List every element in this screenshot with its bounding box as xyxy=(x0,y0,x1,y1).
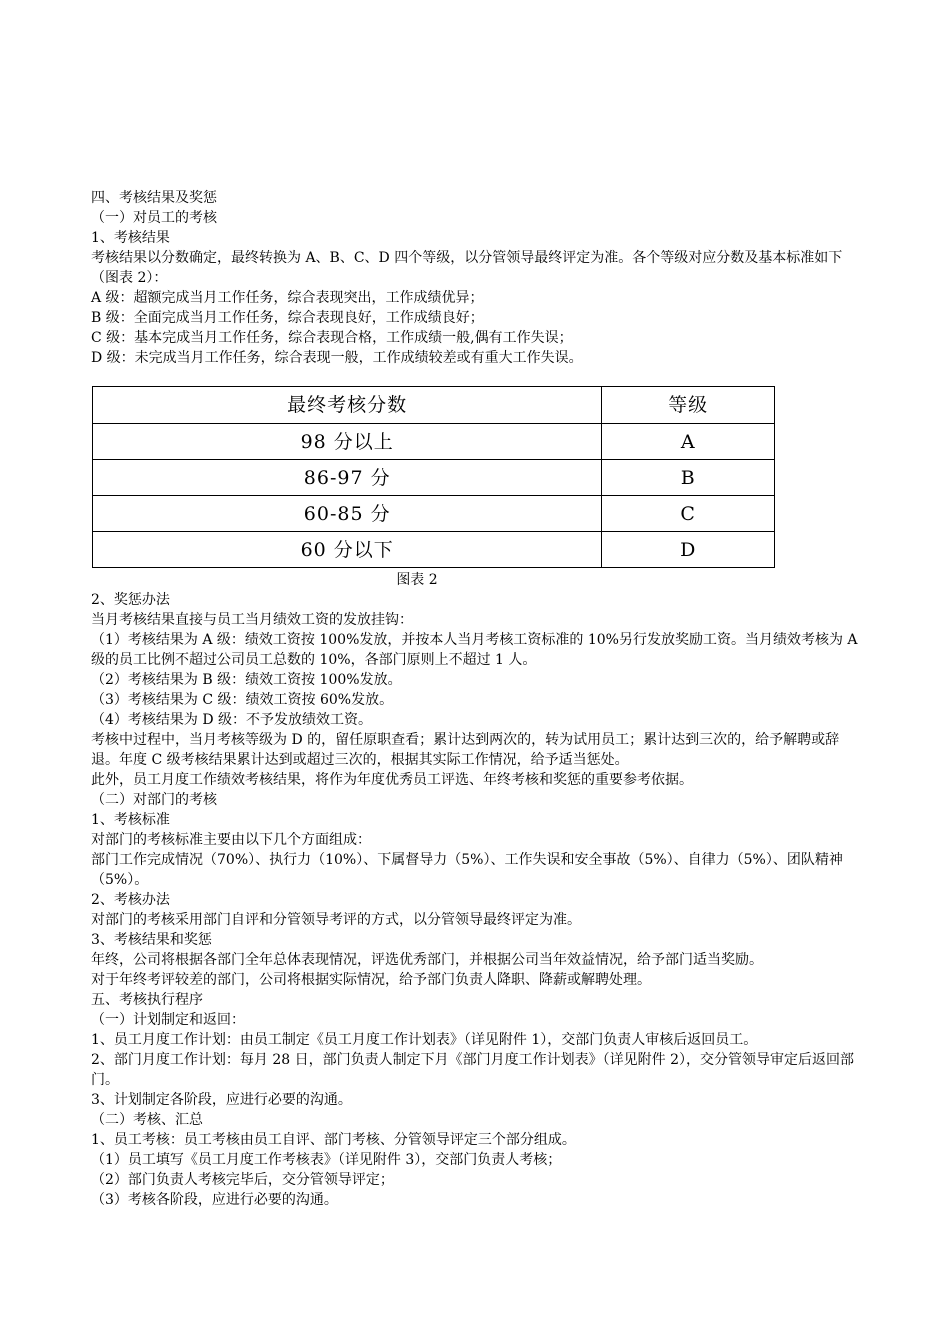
table-row xyxy=(93,532,775,568)
paragraph-line: （二）考核、汇总 xyxy=(91,1112,203,1128)
table-cell: 86-97 分 xyxy=(93,460,602,496)
grade-table xyxy=(92,386,775,568)
table-cell: C xyxy=(602,496,775,532)
paragraph-line: 2、部门月度工作计划：每月 28 日，部门负责人制定下月《部门月度工作计划表》（详见附件 2），交分管领导审定后返回部门。 xyxy=(91,1052,854,1088)
table-header-cell: 等级 xyxy=(602,387,775,424)
grade-definition: C 级：基本完成当月工作任务，综合表现合格，工作成绩一般,偶有工作失误； xyxy=(91,330,573,346)
grade-definition: A 级：超额完成当月工作任务，综合表现突出，工作成绩优异； xyxy=(91,290,484,306)
paragraph-line: 当月考核结果直接与员工当月绩效工资的发放挂钩： xyxy=(91,612,413,628)
paragraph-line: 3、考核结果和奖惩 xyxy=(91,932,212,948)
paragraph-line: 年终，公司将根据各部门全年总体表现情况，评选优秀部门，并根据公司当年效益情况，给予部门适当奖励。 xyxy=(91,952,763,968)
paragraph-line: （1）员工填写《员工月度工作考核表》（详见附件 3），交部门负责人考核； xyxy=(91,1152,562,1168)
table-cell: 98 分以上 xyxy=(93,424,602,460)
paragraph-line: （3）考核各阶段，应进行必要的沟通。 xyxy=(91,1192,338,1208)
table-caption: 图表 2 xyxy=(396,572,438,588)
paragraph-line: 五、考核执行程序 xyxy=(91,992,203,1008)
paragraph-line: 1、员工考核：员工考核由员工自评、部门考核、分管领导评定三个部分组成。 xyxy=(91,1132,576,1148)
table-row xyxy=(93,460,775,496)
paragraph-line: 部门工作完成情况（70%）、执行力（10%）、下属督导力（5%）、工作失误和安全事故（5%）、自律力（5%）、团队精神（5%）。 xyxy=(91,852,843,888)
paragraph-line: （2）部门负责人考核完毕后，交分管领导评定； xyxy=(91,1172,394,1188)
grade-definition: D 级：未完成当月工作任务，综合表现一般，工作成绩较差或有重大工作失误。 xyxy=(91,350,583,366)
table-cell: 60 分以下 xyxy=(93,532,602,568)
paragraph-line: （4）考核结果为 D 级：不予发放绩效工资。 xyxy=(91,712,373,728)
table-header-cell: 最终考核分数 xyxy=(93,387,602,424)
document-page xyxy=(91,188,861,1210)
item-heading: 2、奖惩办法 xyxy=(91,592,170,608)
table-row xyxy=(93,424,775,460)
table-cell: A xyxy=(602,424,775,460)
paragraph-line: （3）考核结果为 C 级：绩效工资按 60%发放。 xyxy=(91,692,394,708)
table-cell: D xyxy=(602,532,775,568)
table-header-row xyxy=(93,387,775,424)
table-row xyxy=(93,496,775,532)
paragraph-line: 对于年终考评较差的部门，公司将根据实际情况，给予部门负责人降职、降薪或解聘处理。 xyxy=(91,972,651,988)
paragraph-line: 1、员工月度工作计划：由员工制定《员工月度工作计划表》（详见附件 1），交部门负责人审核后返回员工。 xyxy=(91,1032,758,1048)
paragraph-line: 2、考核办法 xyxy=(91,892,170,908)
grade-table-wrapper xyxy=(92,386,861,590)
paragraph-line: 1、考核标准 xyxy=(91,812,170,828)
paragraph-line: 对部门的考核采用部门自评和分管领导考评的方式，以分管领导最终评定为准。 xyxy=(91,912,581,928)
section-heading: 四、考核结果及奖惩 xyxy=(91,190,217,206)
paragraph-line: （一）计划制定和返回： xyxy=(91,1012,245,1028)
grade-definition: B 级：全面完成当月工作任务，综合表现良好，工作成绩良好； xyxy=(91,310,484,326)
table-cell: B xyxy=(602,460,775,496)
paragraph-line: （二）对部门的考核 xyxy=(91,792,217,808)
paragraph-line: （1）考核结果为 A 级：绩效工资按 100%发放，并按本人当月考核工资标准的 10%另行发放奖励工资。当月绩效考核为 A 级的员工比例不超过公司员工总数的 10%，各部门原则上不超过 1 人。 xyxy=(91,632,858,668)
paragraph: 考核结果以分数确定，最终转换为 A、B、C、D 四个等级，以分管领导最终评定为准。各个等级对应分数及基本标准如下（图表 2）： xyxy=(91,250,843,286)
table-cell: 60-85 分 xyxy=(93,496,602,532)
paragraph-line: 对部门的考核标准主要由以下几个方面组成： xyxy=(91,832,371,848)
reward-lines xyxy=(91,610,861,1210)
paragraph-line: 此外，员工月度工作绩效考核结果，将作为年度优秀员工评选、年终考核和奖惩的重要参考依据。 xyxy=(91,772,693,788)
paragraph-line: 考核中过程中，当月考核等级为 D 的，留任原职查看；累计达到两次的，转为试用员工；累计达到三次的，给予解聘或辞退。年度 C 级考核结果累计达到或超过三次的，根据其实际工作情况，给予适当惩处。 xyxy=(91,732,840,768)
item-heading: 1、考核结果 xyxy=(91,230,170,246)
paragraph-line: （2）考核结果为 B 级：绩效工资按 100%发放。 xyxy=(91,672,402,688)
paragraph-line: 3、计划制定各阶段，应进行必要的沟通。 xyxy=(91,1092,352,1108)
subsection-heading: （一）对员工的考核 xyxy=(91,210,217,226)
